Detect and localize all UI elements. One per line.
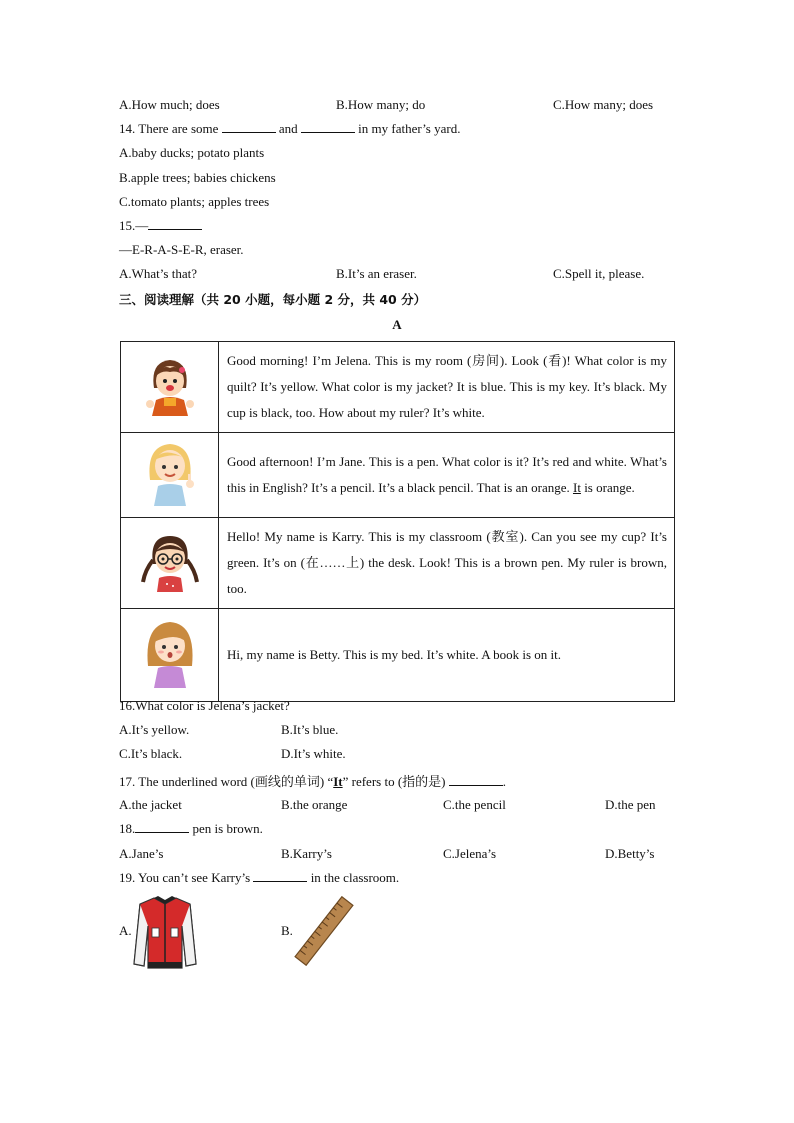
q16-options-row2: [119, 746, 443, 762]
jacket-image: [132, 892, 198, 974]
q17-option-b: B.the orange: [281, 797, 348, 812]
q17-option-d: D.the pen: [605, 797, 656, 812]
q16-stem: 16.What color is Jelena’s jacket?: [119, 698, 290, 713]
ruler-image: [294, 896, 354, 970]
section-heading: 三、阅读理解（共 20 小题，每小题 2 分，共 40 分）: [119, 292, 427, 307]
q17-underlined-word: It: [333, 774, 343, 789]
q18-option-a: A.Jane’s: [119, 846, 164, 861]
q19-stem: [119, 870, 399, 886]
q18-number: 18.: [119, 821, 136, 836]
q17-stem-mid: ” refers to (指的是): [342, 774, 446, 789]
underlined-word: It: [572, 480, 581, 495]
passage-text: Hello! My name is Karry. This is my classroom (教室). Can you see my cup? It’s green. It’s on (在……上) the desk. Look! This is a brown pen. My ruler is brown, too.: [219, 518, 675, 609]
q13-option-a: A.How much; does: [119, 97, 220, 112]
q18-stem: [119, 821, 263, 837]
q14-stem-start: 14. There are some: [119, 121, 219, 136]
q15-option-b: B.It’s an eraser.: [336, 266, 417, 281]
portrait-cell: [121, 433, 219, 518]
q14-stem: [119, 121, 460, 137]
q17-options: [119, 797, 767, 813]
passage-row: [121, 342, 675, 433]
answer-blank: [148, 218, 202, 230]
q14-stem-end: in my father’s yard.: [358, 121, 461, 136]
passage-row: [121, 433, 675, 518]
q16-option-a: A.It’s yellow.: [119, 722, 190, 737]
q17-option-a: A.the jacket: [119, 797, 182, 812]
portrait-cell: [121, 518, 219, 609]
q17-stem-end: .: [502, 774, 506, 789]
q19-stem-end: in the classroom.: [310, 870, 400, 885]
passage-row: [121, 518, 675, 609]
answer-blank: [449, 774, 503, 786]
q16-options-row1: [119, 722, 443, 738]
passage-row: [121, 609, 675, 702]
passage-text-end: is orange.: [580, 480, 635, 495]
q15-options: [119, 266, 674, 282]
q14-option-c: C.tomato plants; apples trees: [119, 194, 270, 209]
girl-jelena-illustration: [140, 354, 200, 416]
q14-option-a: A.baby ducks; potato plants: [119, 145, 265, 160]
girl-jane-illustration: [140, 440, 200, 506]
q14-option-b: B.apple trees; babies chickens: [119, 170, 276, 185]
answer-blank: [135, 821, 189, 833]
passage-text-start: Good afternoon! I’m Jane. This is a pen. What color is it? It’s red and white. What’s this in English? It’s a pencil. It’s a black pencil. That is an orange.: [227, 454, 667, 495]
jacket-icon: [132, 892, 198, 970]
answer-blank: [222, 121, 276, 133]
q18-option-b: B.Karry’s: [281, 846, 332, 861]
q15-prompt-text: 15.—: [119, 218, 149, 233]
q14-stem-mid: and: [278, 121, 298, 136]
girl-betty-illustration: [140, 618, 200, 688]
q15-option-a: A.What’s that?: [119, 266, 197, 281]
portrait-cell: [121, 609, 219, 702]
passage-table: [120, 341, 675, 702]
q19-stem-start: 19. You can’t see Karry’s: [119, 870, 251, 885]
q19-option-b-label: B.: [281, 923, 293, 938]
passage-text: [219, 433, 675, 518]
passage-text: Good morning! I’m Jelena. This is my room (房间). Look (看)! What color is my quilt? It’s yellow. What color is my jacket? It is blue. This is my key. It’s black. My cup is black, too. How about my ruler? It’s white.: [219, 342, 675, 433]
q19-option-a-label: A.: [119, 923, 132, 938]
girl-karry-illustration: [137, 530, 203, 592]
q15-prompt: [119, 218, 202, 234]
q13-option-b: B.How many; do: [336, 97, 426, 112]
passage-label: A: [392, 317, 402, 332]
ruler-icon: [294, 896, 354, 966]
passage-text: Hi, my name is Betty. This is my bed. It’s white. A book is on it.: [219, 609, 675, 702]
q17-stem-start: 17. The underlined word (画线的单词) “: [119, 774, 334, 789]
q16-option-c: C.It’s black.: [119, 746, 183, 761]
q18-option-c: C.Jelena’s: [443, 846, 497, 861]
portrait-cell: [121, 342, 219, 433]
q15-option-c: C.Spell it, please.: [553, 266, 645, 281]
q18-option-d: D.Betty’s: [605, 846, 655, 861]
q13-options: [119, 97, 674, 113]
q18-stem-end: pen is brown.: [192, 821, 263, 836]
q18-options: [119, 846, 767, 862]
q13-option-c: C.How many; does: [553, 97, 654, 112]
answer-blank: [301, 121, 355, 133]
q15-answer-line: —E-R-A-S-E-R, eraser.: [119, 242, 244, 257]
q17-option-c: C.the pencil: [443, 797, 506, 812]
q17-stem: [119, 771, 506, 790]
q16-option-d: D.It’s white.: [281, 746, 346, 761]
answer-blank: [253, 870, 307, 882]
q16-option-b: B.It’s blue.: [281, 722, 339, 737]
